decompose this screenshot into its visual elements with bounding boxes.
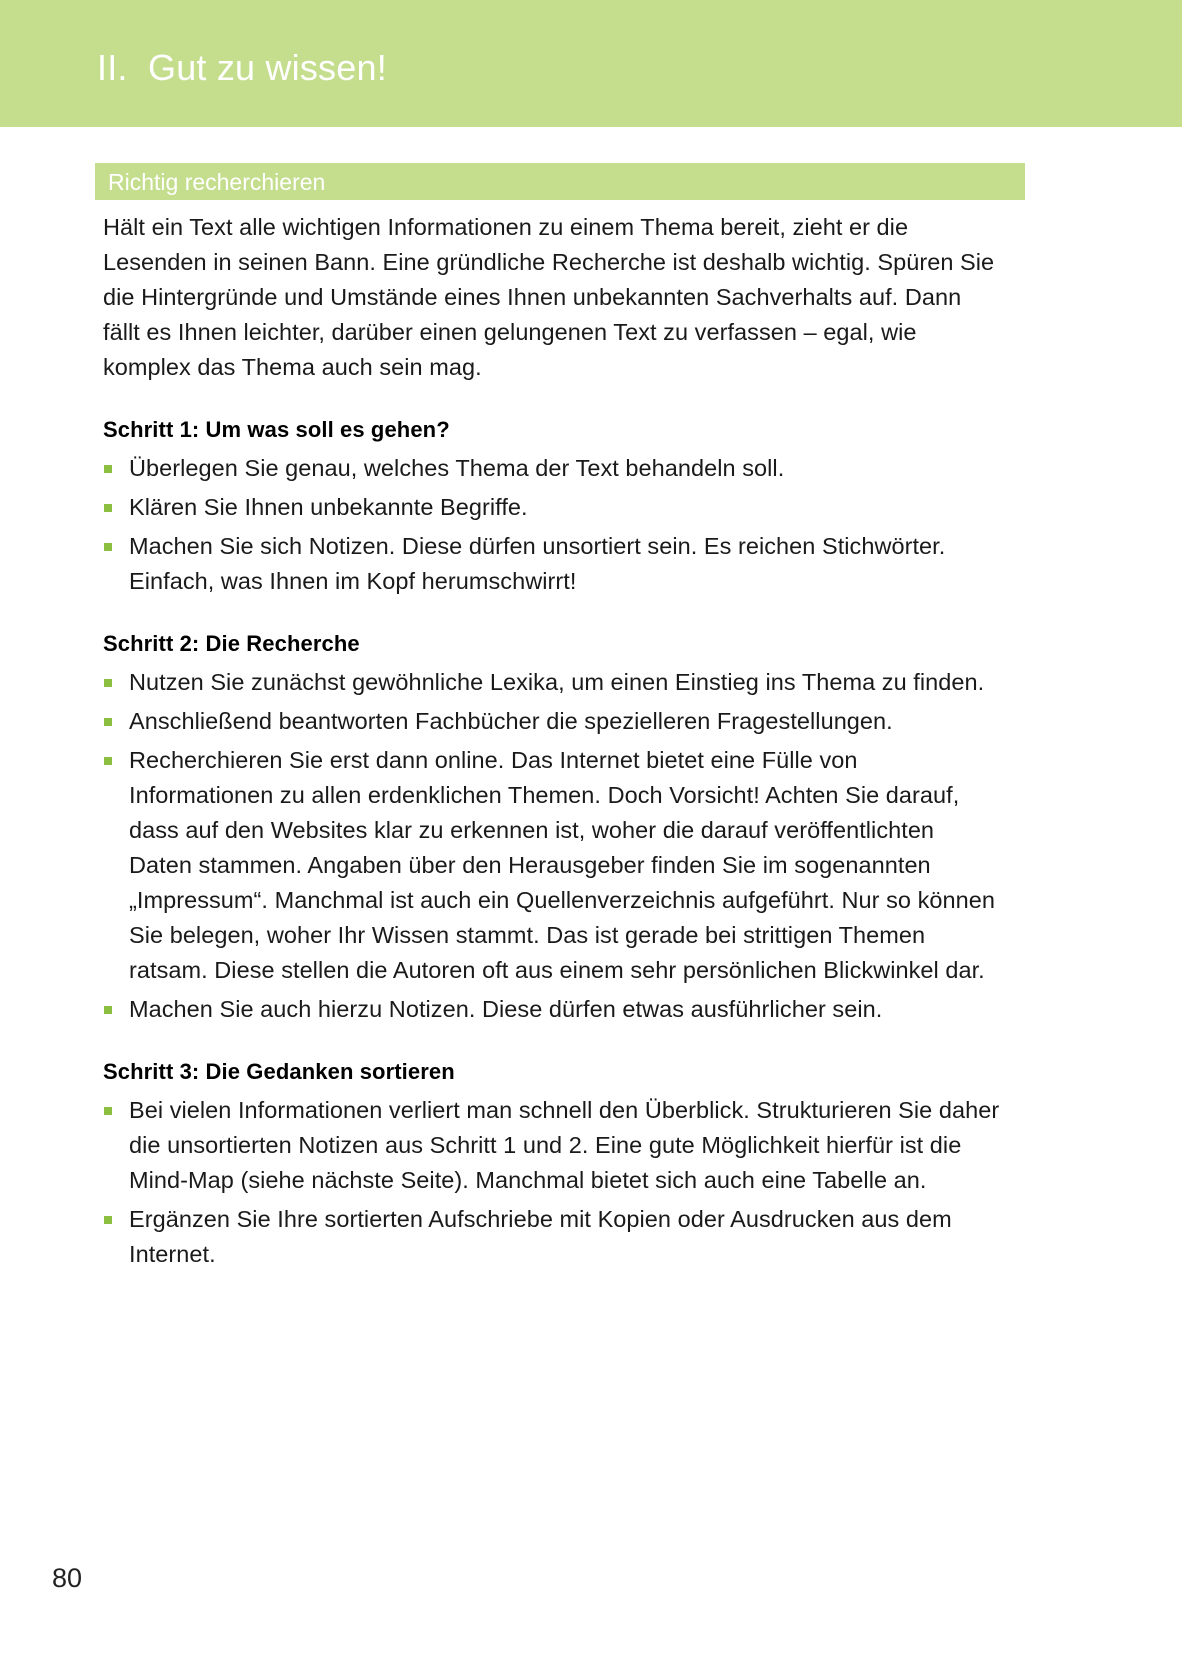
chapter-header-band (0, 0, 1182, 127)
list-item (103, 529, 1003, 599)
list-item-text: Machen Sie sich Notizen. Diese dürfen unsortiert sein. Es reichen Stichwörter. Einfach, was Ihnen im Kopf herumschwirrt! (129, 533, 946, 594)
step-bullet-list-3 (103, 1093, 1003, 1272)
page-content (103, 210, 1003, 1276)
step-title-2: Schritt 2: Die Recherche (103, 631, 360, 656)
square-bullet-icon (104, 543, 112, 551)
square-bullet-icon (104, 1006, 112, 1014)
list-item (103, 1202, 1003, 1272)
list-item (103, 490, 1003, 525)
square-bullet-icon (104, 1107, 112, 1115)
square-bullet-icon (104, 504, 112, 512)
list-item-text: Nutzen Sie zunächst gewöhnliche Lexika, um einen Einstieg ins Thema zu finden. (129, 669, 985, 695)
chapter-title: II. Gut zu wissen! (97, 47, 387, 88)
section-heading-bar (95, 163, 1025, 200)
square-bullet-icon (104, 465, 112, 473)
square-bullet-icon (104, 679, 112, 687)
list-item-text: Ergänzen Sie Ihre sortierten Aufschriebe mit Kopien oder Ausdrucken aus dem Internet. (129, 1206, 952, 1267)
square-bullet-icon (104, 1216, 112, 1224)
section-heading-label: Richtig recherchieren (108, 169, 326, 195)
list-item (103, 665, 1003, 700)
step-bullet-list-2 (103, 665, 1003, 1027)
step-title-3: Schritt 3: Die Gedanken sortieren (103, 1059, 455, 1084)
step-bullet-list-1 (103, 451, 1003, 599)
square-bullet-icon (104, 718, 112, 726)
list-item (103, 992, 1003, 1027)
step-title-1: Schritt 1: Um was soll es gehen? (103, 417, 450, 442)
list-item (103, 743, 1003, 988)
list-item-text: Klären Sie Ihnen unbekannte Begriffe. (129, 494, 528, 520)
list-item (103, 451, 1003, 486)
list-item (103, 704, 1003, 739)
square-bullet-icon (104, 757, 112, 765)
list-item-text: Anschließend beantworten Fachbücher die spezielleren Fragestellungen. (129, 708, 893, 734)
page-number: 80 (52, 1563, 83, 1593)
list-item (103, 1093, 1003, 1198)
list-item-text: Überlegen Sie genau, welches Thema der Text behandeln soll. (129, 455, 785, 481)
list-item-text: Bei vielen Informationen verliert man schnell den Überblick. Strukturieren Sie daher die unsortierten Notizen aus Schritt 1 und 2. Eine gute Möglichkeit hierfür ist die Mind-Map (siehe nächste Seite). Manchmal bietet sich auch eine Tabelle an. (129, 1097, 1000, 1193)
intro-paragraph: Hält ein Text alle wichtigen Informationen zu einem Thema bereit, zieht er die Lesenden in seinen Bann. Eine gründliche Recherche ist deshalb wichtig. Spüren Sie die Hintergründe und Umstände eines Ihnen unbekannten Sachverhalts auf. Dann fällt es Ihnen leichter, darüber einen gelungenen Text zu verfassen – egal, wie komplex das Thema auch sein mag. (103, 214, 995, 380)
list-item-text: Machen Sie auch hierzu Notizen. Diese dürfen etwas ausführlicher sein. (129, 996, 883, 1022)
list-item-text: Recherchieren Sie erst dann online. Das Internet bietet eine Fülle von Informationen zu allen erdenklichen Themen. Doch Vorsicht! Achten Sie darauf, dass auf den Websites klar zu erkennen ist, woher die darauf veröffentlichten Daten stammen. Angaben über den Herausgeber finden Sie im sogenannten „Impressum“. Manchmal ist auch ein Quellenverzeichnis aufgeführt. Nur so können Sie belegen, woher Ihr Wissen stammt. Das ist gerade bei strittigen Themen ratsam. Diese stellen die Autoren oft aus einem sehr persönlichen Blickwinkel dar. (129, 747, 996, 983)
